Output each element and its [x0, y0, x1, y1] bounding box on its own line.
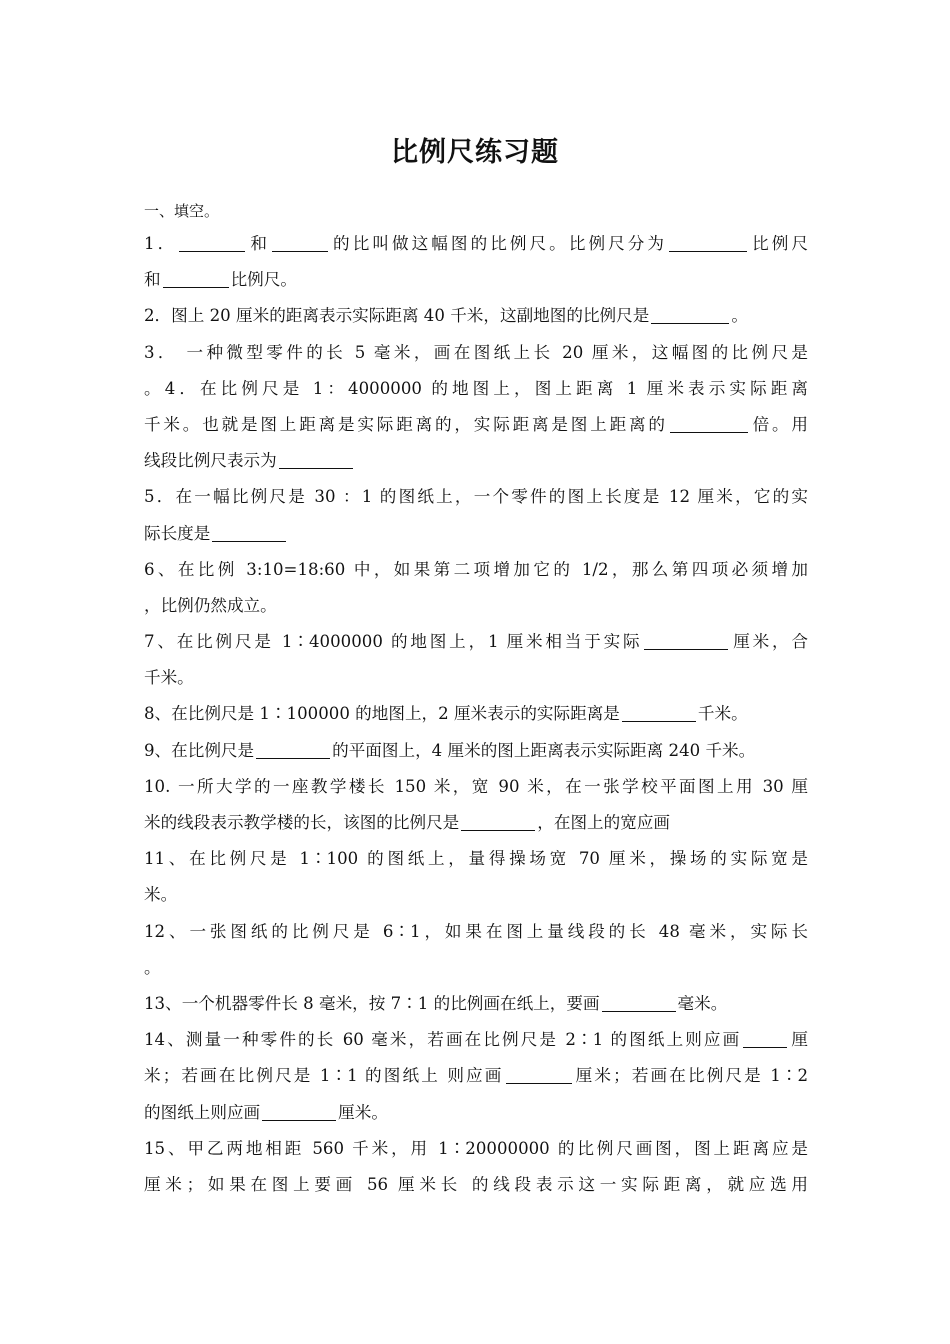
question-6-line-2: ，比例仍然成立。 — [144, 595, 277, 615]
question-13: 13、一个机器零件长 8 毫米，按 7∶1 的比例画在纸上，要画 毫米。 — [144, 986, 808, 1022]
question-15-line-2: 厘米；如果在图上要画 56 厘米长 的线段表示这一实际距离，就应选用 — [144, 1174, 808, 1194]
question-1-line-1: 1． 和 的比叫做这幅图的比例尺。比例尺分为 比例尺 — [144, 226, 808, 262]
page-title: 比例尺练习题 — [391, 137, 559, 168]
question-12-line-2: 。 — [144, 957, 161, 977]
question-7-line-2: 千米。 — [144, 668, 194, 688]
answer-blank[interactable] — [272, 231, 328, 252]
question-2: 2．图上 20 厘米的距离表示实际距离 40 千米，这副地图的比例尺是 。 — [144, 298, 808, 334]
answer-blank[interactable] — [212, 521, 286, 542]
question-12-line-1: 12、一张图纸的比例尺是 6∶1，如果在图上量线段的长 48 毫米，实际长 — [144, 921, 808, 941]
answer-blank[interactable] — [179, 231, 245, 252]
answer-blank[interactable] — [279, 448, 353, 469]
answer-blank[interactable] — [262, 1100, 336, 1121]
question-7-line-1: 7、在比例尺是 1∶4000000 的地图上，1 厘米相当于实际 厘米，合 — [144, 624, 808, 660]
answer-blank[interactable] — [256, 738, 330, 759]
question-14-line-3: 的图纸上则应画 厘米。 — [144, 1095, 808, 1131]
answer-blank[interactable] — [602, 991, 676, 1012]
answer-blank[interactable] — [651, 303, 729, 324]
section-heading: 一、填空。 — [144, 202, 220, 220]
answer-blank[interactable] — [622, 701, 696, 722]
answer-blank[interactable] — [506, 1063, 572, 1084]
question-5-line-2: 际长度是 — [144, 516, 808, 552]
question-6-line-1: 6、在比例 3:10=18:60 中，如果第二项增加它的 1/2，那么第四项必须增加 — [144, 559, 808, 579]
question-15-line-1: 15、甲乙两地相距 560 千米，用 1∶20000000 的比例尺画图，图上距离应是 — [144, 1138, 808, 1158]
answer-blank[interactable] — [669, 231, 747, 252]
question-1-line-2: 和 比例尺。 — [144, 262, 808, 298]
question-14-line-2: 米；若画在比例尺是 1∶1 的图纸上 则应画 厘米；若画在比例尺是 1∶2 — [144, 1058, 808, 1094]
question-4-line-2: 千米。也就是图上距离是实际距离的，实际距离是图上距离的 倍。用 — [144, 407, 808, 443]
question-10-line-2: 米的线段表示教学楼的长，该图的比例尺是 ，在图上的宽应画 — [144, 805, 808, 841]
question-10-line-1: 10. 一所大学的一座教学楼长 150 米，宽 90 米，在一张学校平面图上用 30 厘 — [144, 776, 808, 796]
question-9: 9、在比例尺是 的平面图上，4 厘米的图上距离表示实际距离 240 千米。 — [144, 733, 808, 769]
question-14-line-1: 14、测量一种零件的长 60 毫米，若画在比例尺是 2∶1 的图纸上则应画 厘 — [144, 1022, 808, 1058]
question-4-line-1: 。4．在比例尺是 1：4000000 的地图上，图上距离 1 厘米表示实际距离 — [144, 378, 808, 398]
question-11-line-2: 米。 — [144, 885, 178, 905]
question-5-line-1: 5．在一幅比例尺是 30 ：1 的图纸上，一个零件的图上长度是 12 厘米，它的实 — [144, 487, 808, 507]
answer-blank[interactable] — [163, 267, 229, 288]
question-8: 8、在比例尺是 1∶100000 的地图上，2 厘米表示的实际距离是 千米。 — [144, 696, 808, 732]
answer-blank[interactable] — [644, 629, 728, 650]
question-4-line-3: 线段比例尺表示为 — [144, 443, 808, 479]
question-11-line-1: 11、在比例尺是 1∶100 的图纸上，量得操场宽 70 厘米，操场的实际宽是 — [144, 849, 808, 869]
answer-blank[interactable] — [461, 810, 535, 831]
answer-blank[interactable] — [743, 1027, 787, 1048]
question-list — [144, 196, 808, 1203]
question-3: 3． 一种微型零件的长 5 毫米，画在图纸上长 20 厘米，这幅图的比例尺是 — [144, 342, 808, 362]
answer-blank[interactable] — [670, 412, 748, 433]
